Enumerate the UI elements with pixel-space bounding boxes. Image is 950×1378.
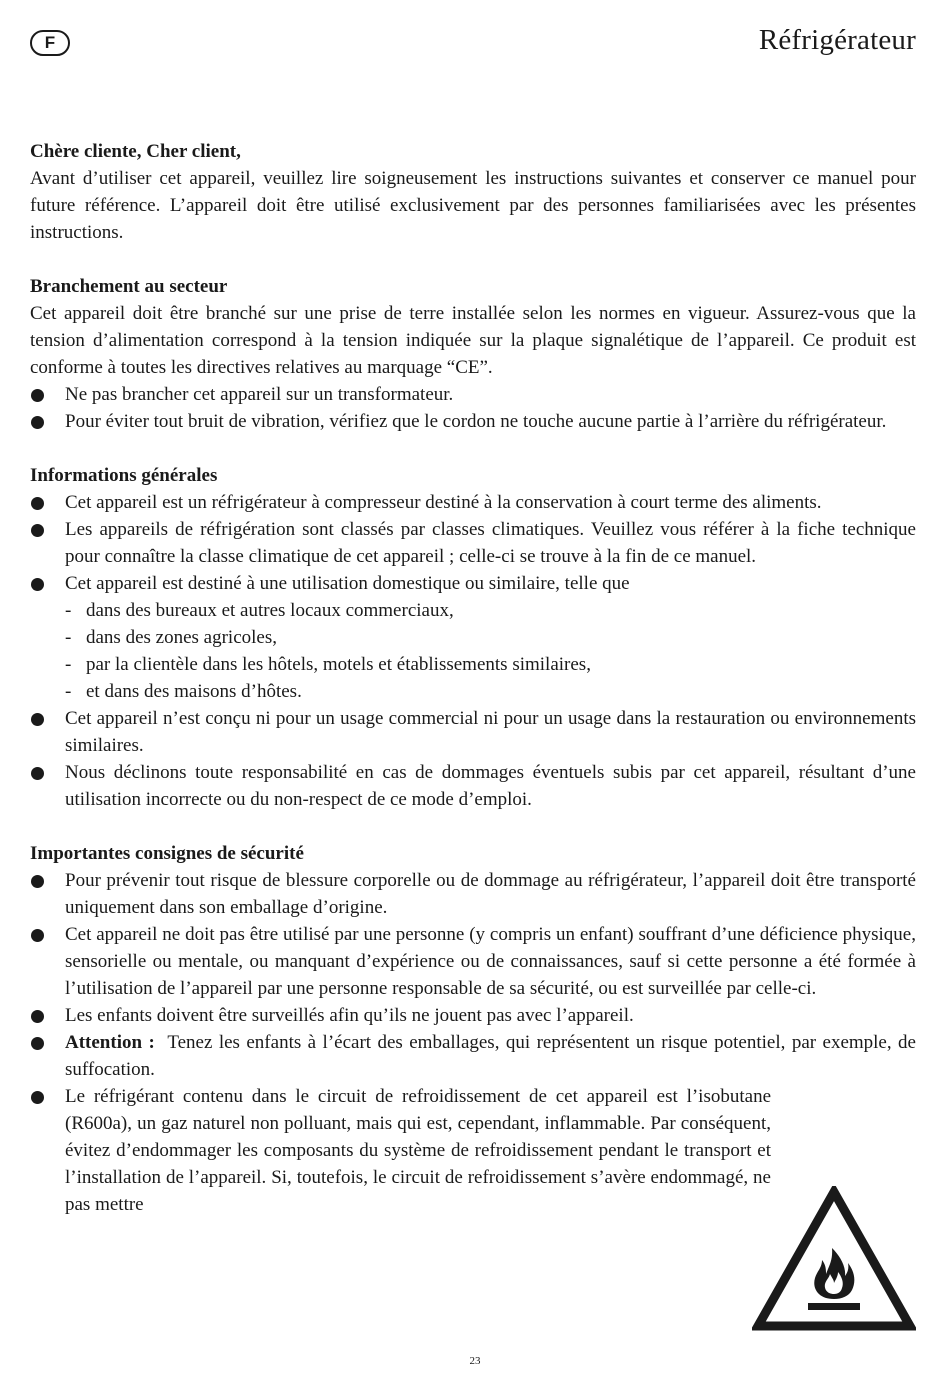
language-badge: F: [30, 30, 70, 56]
list-item: [30, 705, 916, 759]
bullet-icon: [31, 524, 44, 537]
list-item: [30, 867, 916, 921]
sub-list-item: [30, 624, 916, 651]
section-heading-securite: Importantes consignes de sécurité: [30, 843, 304, 864]
list-item: [30, 1083, 771, 1218]
sub-list-item-text: dans des zones agricoles,: [86, 627, 277, 648]
page-number: 23: [469, 1355, 481, 1367]
greeting: Chère cliente, Cher client,: [30, 141, 241, 162]
section-heading-branchement: Branchement au secteur: [30, 276, 228, 297]
list-item-text: Cet appareil est un réfrigérateur à compresseur destiné à la conservation à court terme des aliments.: [65, 492, 822, 513]
list-item: [30, 516, 916, 570]
sub-list-item-text: dans des bureaux et autres locaux commerciaux,: [86, 600, 454, 621]
list-item: [30, 408, 916, 435]
dash-marker: -: [65, 681, 72, 702]
flammable-warning-icon: [752, 1186, 916, 1332]
list-item: [30, 381, 916, 408]
list-item-text: Tenez les enfants à l’écart des emballages, qui représentent un risque potentiel, par exemple, de suffocation.: [65, 1032, 921, 1080]
list-item-text: Le réfrigérant contenu dans le circuit de refroidissement de cet appareil est l’isobutane (R600a), un gaz naturel non polluant, mais qui est, cependant, inflammable. Par conséquent, évitez d’endommager les composants du système de refroidissement pendant le transport et l’installation de l’appareil. Si, toutefois, le circuit de refroidissement s’avère endommagé, ne pas mettre: [65, 1086, 771, 1215]
bullet-icon: [31, 713, 44, 726]
list-item: [30, 489, 916, 516]
document-body: [30, 138, 921, 1218]
list-item-text: Pour éviter tout bruit de vibration, vérifiez que le cordon ne touche aucune partie à l’arrière du réfrigérateur.: [65, 411, 887, 432]
list-item-text: Ne pas brancher cet appareil sur un transformateur.: [65, 384, 454, 405]
intro-paragraph: Avant d’utiliser cet appareil, veuillez lire soigneusement les instructions suivantes et conserver ce manuel pour future référence. L’appareil doit être utilisé exclusivement par des personnes familiarisées avec les présentes instructions.: [30, 168, 916, 243]
list-item: [30, 1029, 921, 1083]
list-item-text: Nous déclinons toute responsabilité en cas de dommages éventuels subis par cet appareil, résultant d’une utilisation incorrecte ou du non-respect de ce mode d’emploi.: [65, 762, 916, 810]
section-heading-informations: Informations générales: [30, 465, 218, 486]
bullet-icon: [31, 1091, 44, 1104]
dash-marker: -: [65, 627, 72, 648]
bullet-icon: [31, 497, 44, 510]
sub-list-item: [30, 597, 916, 624]
list-item: [30, 570, 916, 597]
list-item: [30, 921, 916, 1002]
sub-list-item: [30, 678, 916, 705]
branchement-paragraph: Cet appareil doit être branché sur une prise de terre installée selon les normes en vigueur. Assurez-vous que la tension d’alimentation correspond à la tension indiquée sur la plaque signalétique de l’appareil. Ce produit est conforme à toutes les directives relatives au marquage “CE”.: [30, 303, 916, 378]
list-item-text: Les appareils de réfrigération sont classés par classes climatiques. Veuillez vous référer à la fiche technique pour connaître la classe climatique de cet appareil ; celle-ci se trouve à la fin de ce manuel.: [65, 519, 916, 567]
dash-marker: -: [65, 654, 72, 675]
bullet-icon: [31, 578, 44, 591]
list-item-text: Cet appareil ne doit pas être utilisé par une personne (y compris un enfant) souffrant d’une déficience physique, sensorielle ou mentale, ou manquant d’expérience ou de connaissances, sauf si cette personne a été formée à l’utilisation de l’appareil par une personne responsable de sa sécurité, ou est surveillée par celle-ci.: [65, 924, 916, 999]
bullet-icon: [31, 389, 44, 402]
bullet-icon: [31, 1010, 44, 1023]
dash-marker: -: [65, 600, 72, 621]
bullet-icon: [31, 875, 44, 888]
attention-label: Attention :: [65, 1032, 155, 1053]
list-item: [30, 1002, 916, 1029]
bullet-icon: [31, 929, 44, 942]
list-item-text: Cet appareil n’est conçu ni pour un usage commercial ni pour un usage dans la restauration ou environnements similaires.: [65, 708, 916, 756]
page-title: Réfrigérateur: [758, 24, 916, 56]
list-item-text: Cet appareil est destiné à une utilisation domestique ou similaire, telle que: [65, 573, 630, 594]
bullet-icon: [31, 767, 44, 780]
sub-list-item-text: par la clientèle dans les hôtels, motels et établissements similaires,: [86, 654, 591, 675]
sub-list-item-text: et dans des maisons d’hôtes.: [86, 681, 302, 702]
list-item-text: Les enfants doivent être surveillés afin qu’ils ne jouent pas avec l’appareil.: [65, 1005, 634, 1026]
bullet-icon: [31, 1037, 44, 1050]
bullet-icon: [31, 416, 44, 429]
list-item: [30, 759, 916, 813]
list-item-text: Pour prévenir tout risque de blessure corporelle ou de dommage au réfrigérateur, l’appareil doit être transporté uniquement dans son emballage d’origine.: [65, 870, 916, 918]
sub-list-item: [30, 651, 916, 678]
